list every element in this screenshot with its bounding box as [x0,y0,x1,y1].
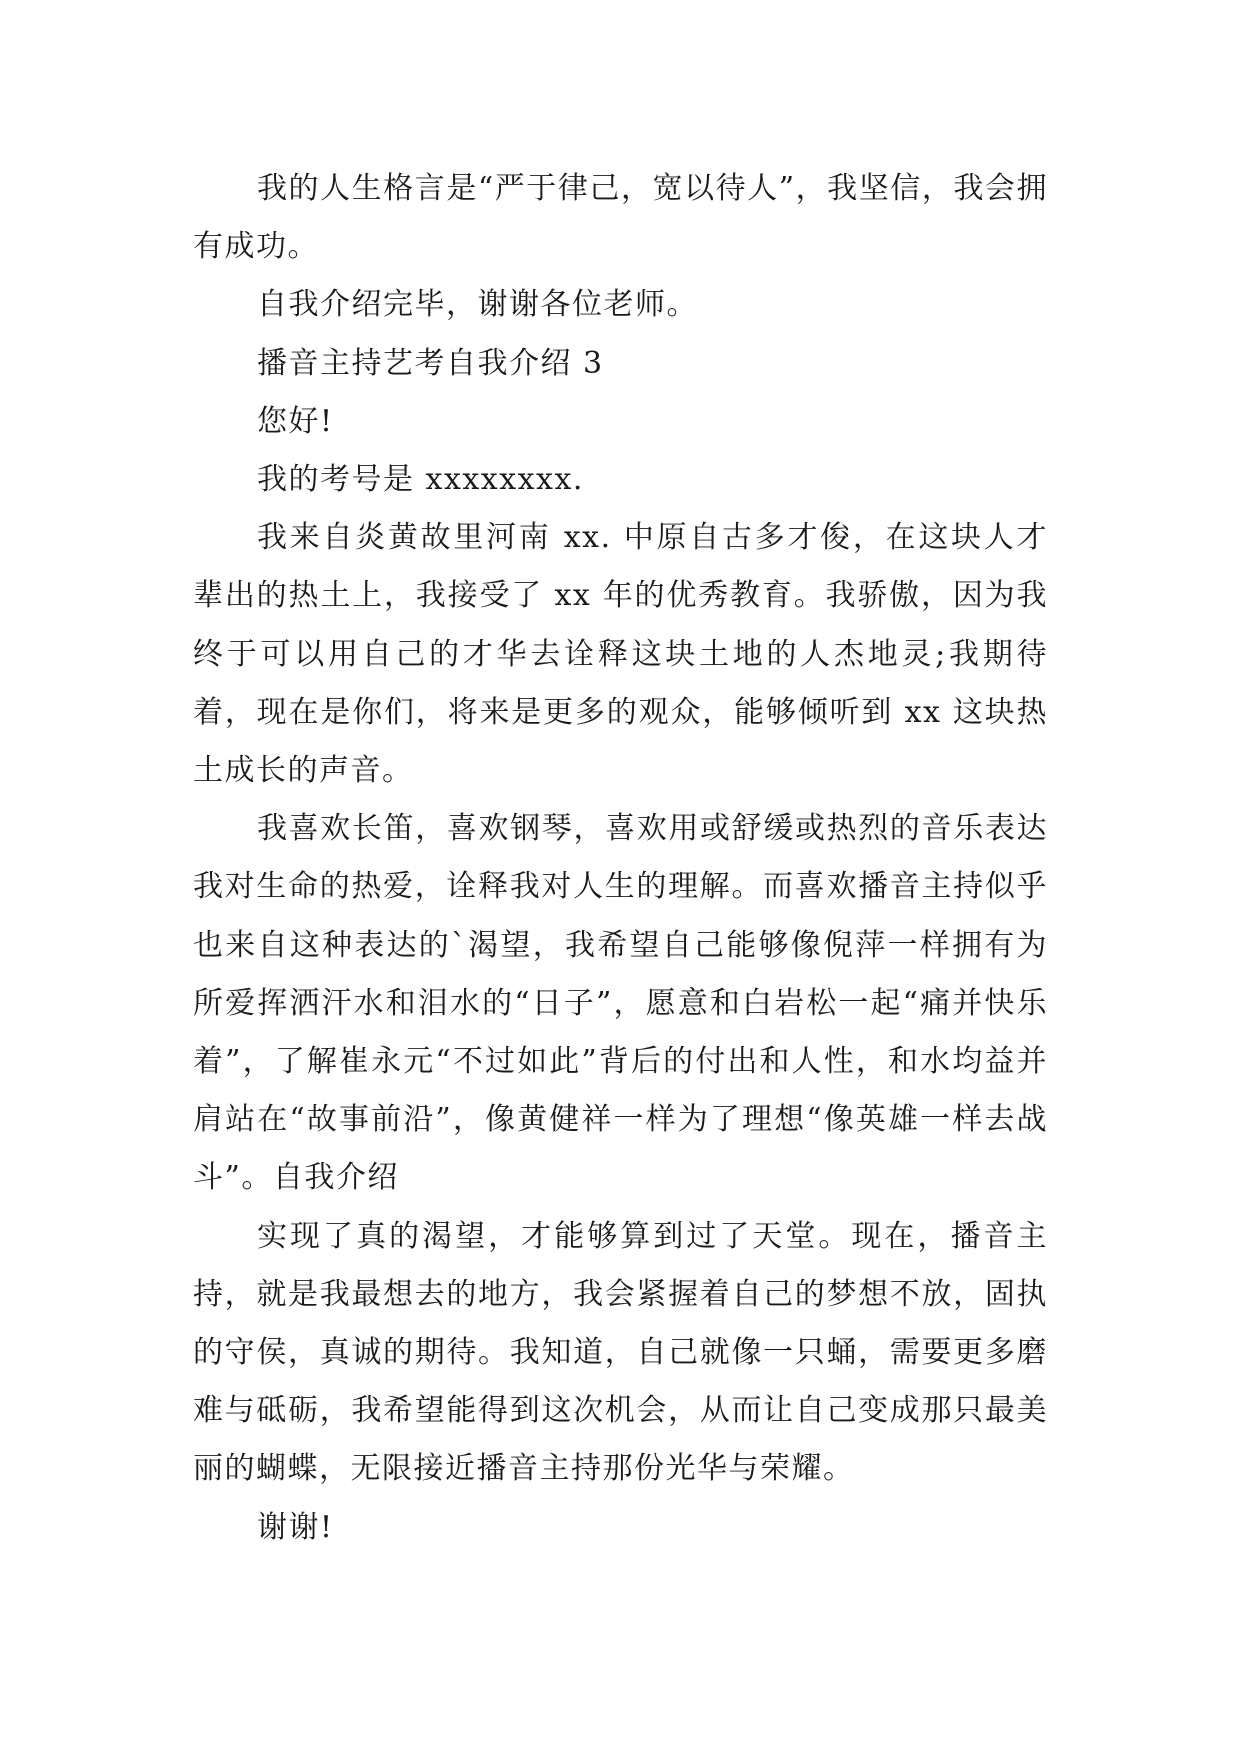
paragraph-hobbies: 我喜欢长笛，喜欢钢琴，喜欢用或舒缓或热烈的音乐表达我对生命的热爱，诠释我对人生的理解。而喜欢播音主持似乎也来自这种表达的`渴望，我希望自己能够像倪萍一样拥有为所爱挥洒汗水和泪水的“日子”，愿意和白岩松一起“痛并快乐着”，了解崔永元“不过如此”背后的付出和人性，和水均益并肩站在“故事前沿”，像黄健祥一样为了理想“像英雄一样去战斗”。自我介绍 [193,811,1048,1196]
paragraph-thanks: 谢谢! [257,1509,334,1545]
paragraph-exam-number: 我的考号是 xxxxxxxx. [257,462,584,498]
paragraph-hometown: 我来自炎黄故里河南 xx. 中原自古多才俊，在这块人才辈出的热土上，我接受了 xx 年的优秀教育。我骄傲，因为我终于可以用自己的才华去诠释这块土地的人杰地灵;我期待着，现在是你们，将来是更多的观众，能够倾听到 xx 这块热土成长的声音。 [193,520,1048,789]
paragraph-greeting: 您好! [257,403,334,439]
paragraph-aspiration: 实现了真的渴望，才能够算到过了天堂。现在，播音主持，就是我最想去的地方，我会紧握着自己的梦想不放，固执的守侯，真诚的期待。我知道，自己就像一只蛹，需要更多磨难与砥砺，我希望能得到这次机会，从而让自己变成那只最美丽的蝴蝶，无限接近播音主持那份光华与荣耀。 [193,1218,1048,1487]
paragraph-motto: 我的人生格言是“严于律己，宽以待人”，我坚信，我会拥有成功。 [193,171,1048,265]
section-heading: 播音主持艺考自我介绍 3 [257,345,604,381]
paragraph-closing-thanks-teachers: 自我介绍完毕，谢谢各位老师。 [257,287,698,323]
document-page [193,160,1048,1557]
